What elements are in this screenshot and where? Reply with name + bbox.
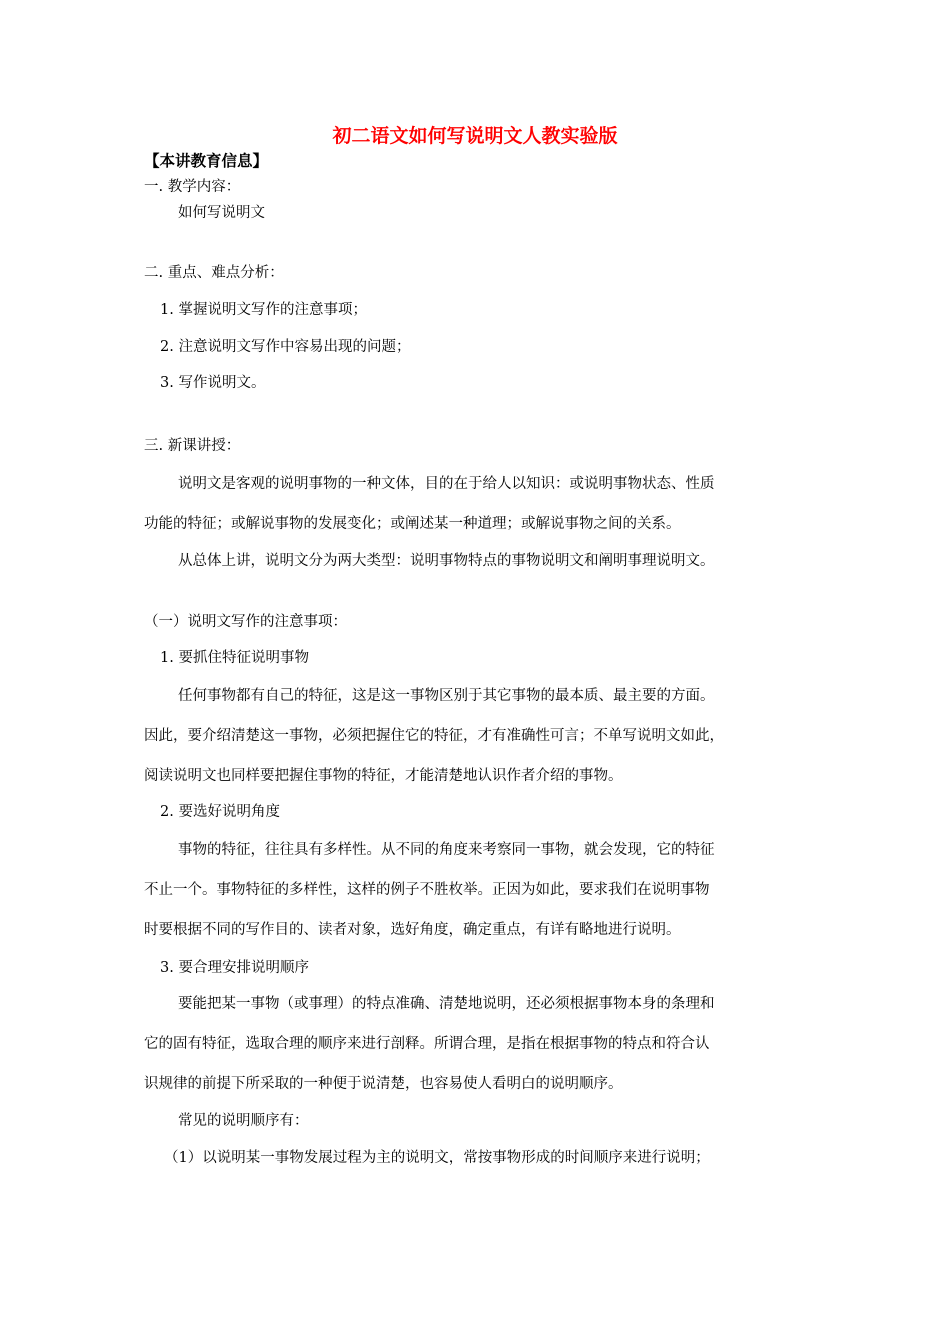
item-1-line-1: 任何事物都有自己的特征，这是这一事物区别于其它事物的最本质、最主要的方面。 [178, 688, 715, 704]
item-2-line-3: 时要根据不同的写作目的、读者对象，选好角度，确定重点，有详有略地进行说明。 [144, 922, 681, 938]
item-2-line-2: 不止一个。事物特征的多样性，这样的例子不胜枚举。正因为如此，要求我们在说明事物 [144, 882, 710, 898]
item-3-title: 3. 要合理安排说明顺序 [160, 960, 309, 976]
order-1: （1）以说明某一事物发展过程为主的说明文，常按事物形成的时间顺序来进行说明； [164, 1150, 710, 1166]
section-3-paragraph-2: 从总体上讲，说明文分为两大类型：说明事物特点的事物说明文和阐明事理说明文。 [178, 553, 715, 569]
item-1-title: 1. 要抓住特征说明事物 [160, 650, 309, 666]
item-1-line-3: 阅读说明文也同样要把握住事物的特征，才能清楚地认识作者介绍的事物。 [144, 768, 623, 784]
common-orders-label: 常见的说明顺序有： [178, 1113, 309, 1129]
section-3-paragraph-1-line-2: 功能的特征；或解说事物的发展变化；或阐述某一种道理；或解说事物之间的关系。 [144, 516, 681, 532]
section-2-item-2: 2. 注意说明文写作中容易出现的问题； [160, 339, 411, 355]
info-heading: 【本讲教育信息】 [144, 151, 269, 170]
section-1-content: 如何写说明文 [178, 205, 265, 221]
section-2-heading: 二. 重点、难点分析： [144, 265, 284, 281]
item-3-line-3: 识规律的前提下所采取的一种便于说清楚，也容易使人看明白的说明顺序。 [144, 1076, 623, 1092]
item-2-line-1: 事物的特征，往往具有多样性。从不同的角度来考察同一事物，就会发现，它的特征 [178, 842, 715, 858]
section-1-heading: 一. 教学内容： [144, 179, 241, 195]
subsection-1-heading: （一）说明文写作的注意事项： [144, 614, 347, 630]
item-3-line-1: 要能把某一事物（或事理）的特点准确、清楚地说明，还必须根据事物本身的条理和 [178, 996, 715, 1012]
section-2-item-1: 1. 掌握说明文写作的注意事项； [160, 302, 367, 318]
section-3-paragraph-1-line-1: 说明文是客观的说明事物的一种文体，目的在于给人以知识：或说明事物状态、性质 [178, 476, 715, 492]
item-2-title: 2. 要选好说明角度 [160, 804, 280, 820]
item-1-line-2: 因此，要介绍清楚这一事物，必须把握住它的特征，才有准确性可言；不单写说明文如此， [144, 728, 724, 744]
document-title: 初二语文如何写说明文人教实验版 [332, 125, 618, 147]
section-3-heading: 三. 新课讲授： [144, 438, 241, 454]
section-2-item-3: 3. 写作说明文。 [160, 375, 266, 391]
item-3-line-2: 它的固有特征，选取合理的顺序来进行剖释。所谓合理，是指在根据事物的特点和符合认 [144, 1036, 710, 1052]
